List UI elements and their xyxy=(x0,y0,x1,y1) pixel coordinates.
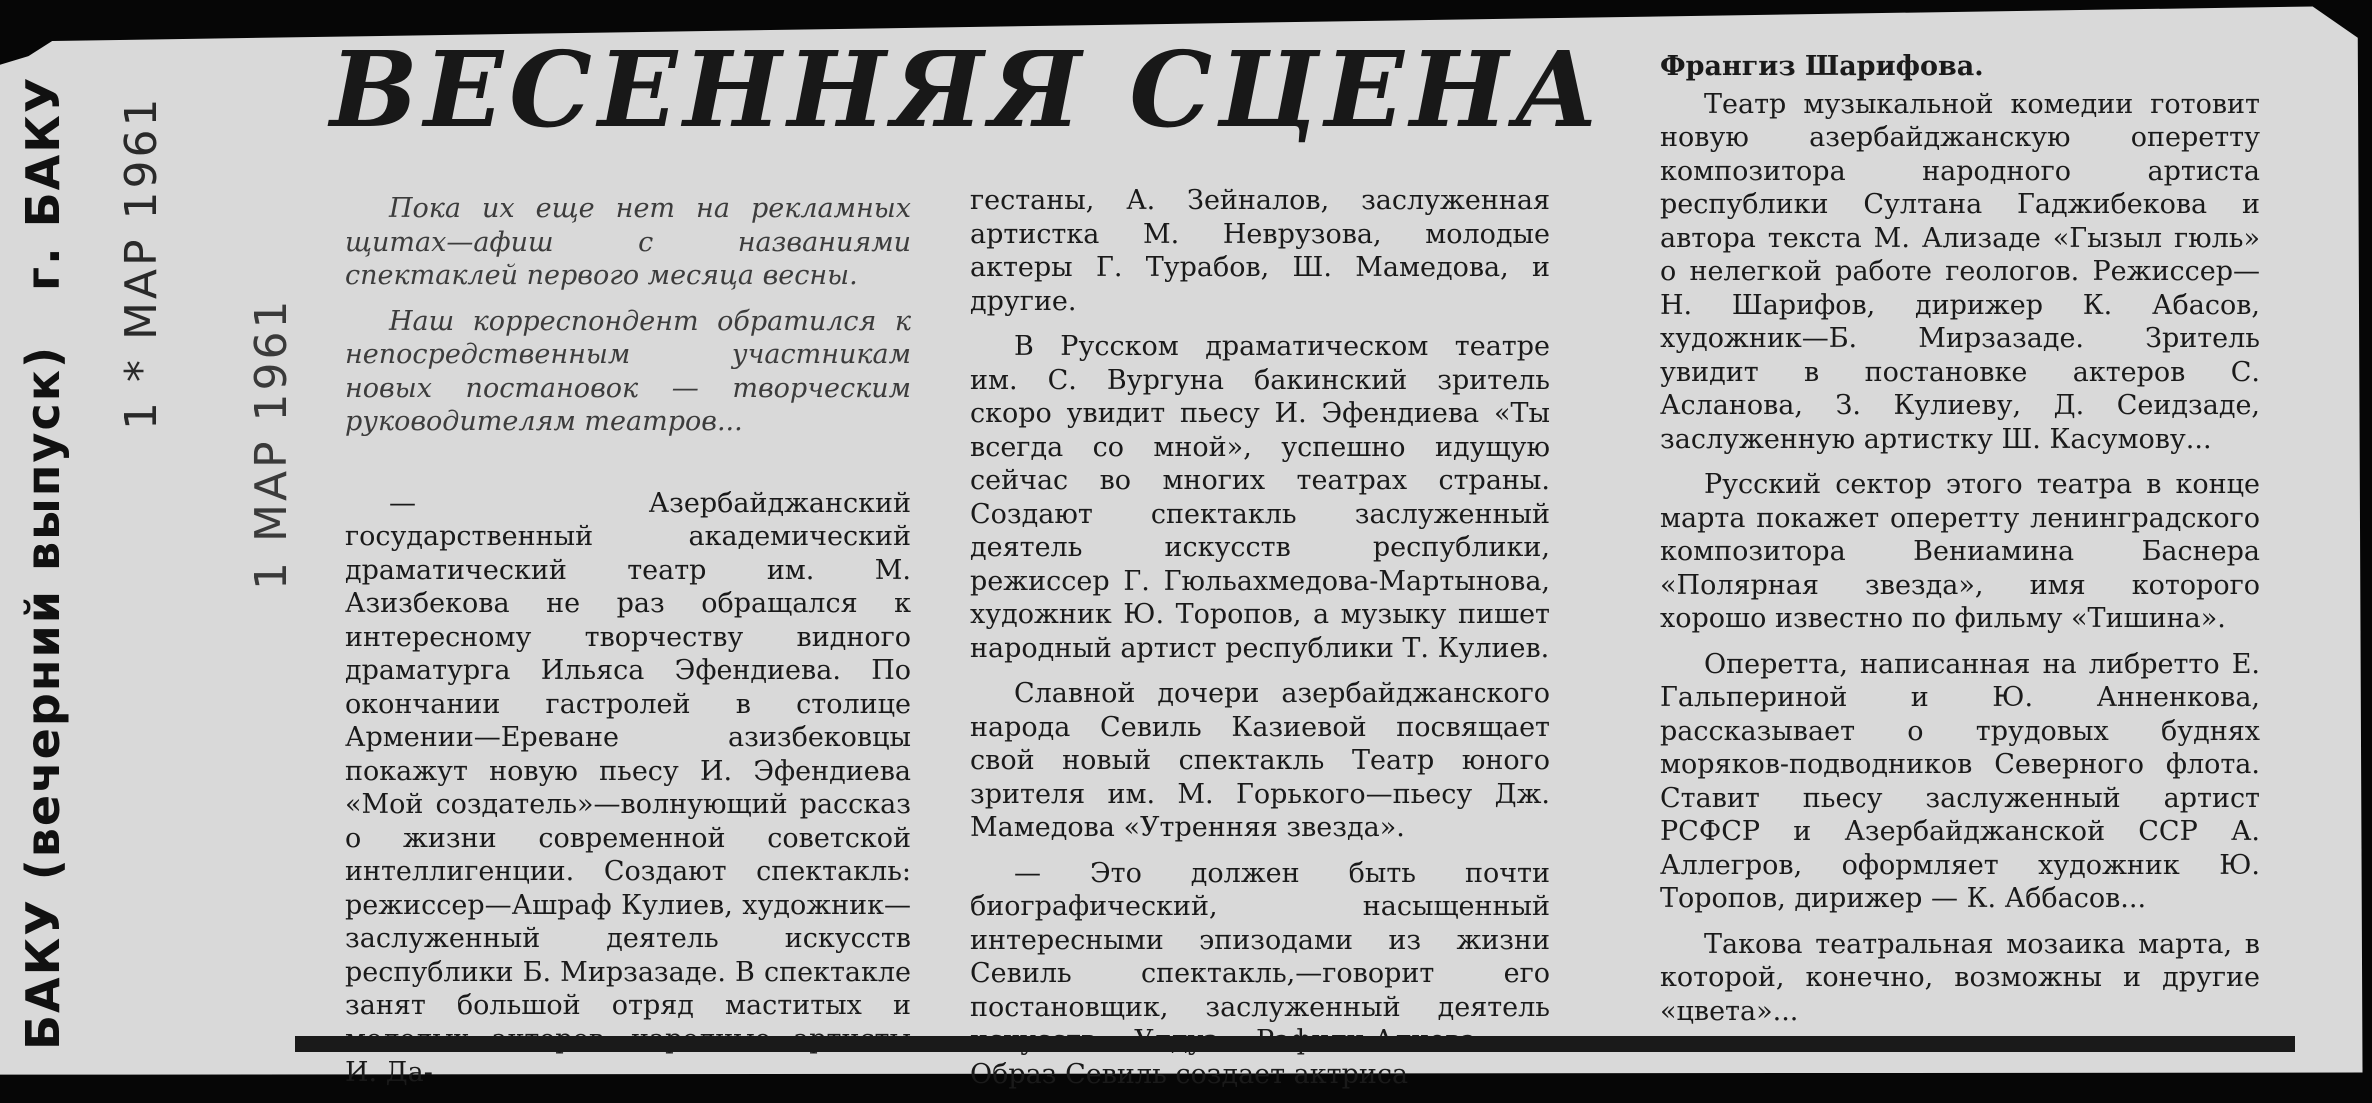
date-stamp-secondary: 1 МАР 1961 xyxy=(246,297,297,590)
body-paragraph: Театр музыкальной комедии готовит новую азербайджанскую оперетту композитора народного артиста республики Султана Гаджибекова и автора текста М. Ализаде «Гызыл гюль» о нелегкой работе геологов. Режиссер—Н. Шарифов, дирижер К. Абасов, художник—Б. Мирзазаде. Зритель увидит в постановке актеров С. Асланова, З. Кулиеву, Д. Сеидзаде, заслуженную артистку Ш. Касумову... xyxy=(1660,88,2260,455)
body-paragraph: гестаны, А. Зейналов, заслуженная артистка М. Неврузова, молодые актеры Г. Турабов, Ш. Мамедова, и другие. xyxy=(970,185,1550,317)
article-column-3 xyxy=(1660,50,2260,1040)
date-stamp xyxy=(16,75,70,1050)
article-lead xyxy=(345,192,911,439)
body-paragraph: Славной дочери азербайджанского народа Севиль Казиевой посвящает свой новый спектакль Театр юного зрителя им. М. Горького—пьесу Дж. Мамедова «Утренняя звезда». xyxy=(970,678,1550,843)
body-paragraph: В Русском драматическом театре им. С. Вургуна бакинский зритель скоро увидит пьесу И. Эфендиева «Ты всегда со мной», успешно идущую сейчас во многих театрах страны. Создают спектакль заслуженный деятель искусств республики, режиссер Г. Гюльахмедова-Мартынова, художник Ю. Торопов, а музыку пишет народный артист республики Т. Кулиев. xyxy=(970,331,1550,664)
body-paragraph: Русский сектор этого театра в конце марта покажет оперетту ленинградского композитора Вениамина Баснера «Полярная звезда», имя которого хорошо известно по фильму «Тишина». xyxy=(1660,469,2260,634)
bottom-rule xyxy=(295,1036,2295,1052)
article-column-1 xyxy=(345,192,911,1102)
article-column-2 xyxy=(970,184,1550,1103)
lead-paragraph: Пока их еще нет на рекламных щитах—афиш с названиями спектаклей первого месяца весны. xyxy=(345,193,911,291)
author-byline: Франгиз Шарифова. xyxy=(1660,51,1984,82)
stamp-publication: БАКУ (вечерний выпуск) xyxy=(16,344,70,1050)
body-paragraph: Такова театральная мозаика марта, в которой, конечно, возможны и другие «цвета»... xyxy=(1660,928,2260,1027)
body-paragraph: Оперетта, написанная на либретто Е. Гальпериной и Ю. Анненкова, рассказывает о трудовых буднях моряков-подводников Северного флота. Ставит пьесу заслуженный артист РСФСР и Азербайджанской ССР А. Аллегров, оформляет художник Ю. Торопов, дирижер — К. Аббасов... xyxy=(1660,648,2260,914)
body-paragraph: — Азербайджанский государственный академический драматический театр им. М. Азизбекова не раз обращался к интересному творчеству видного драматурга Ильяса Эфендиева. По окончании гастролей в столице Армении—Ереване азизбековцы покажут новую пьесу И. Эфендиева «Мой создатель»—волнующий рассказ о жизни современной советской интеллигенции. Создают спектакль: режиссер—Ашраф Кулиев, художник—заслуженный деятель искусств республики Б. Мирзазаде. В спектакле занят большой отряд маститых и И. Да- xyxy=(345,487,911,1088)
date-stamp-primary: 1 * МАР 1961 xyxy=(116,95,167,430)
body-paragraph: — Это должен быть почти биографический, насыщенный интересными эпизодами из жизни Севиль спектакль,—говорит его постановщик, заслуженный деятель Образ Севиль создает актриса xyxy=(970,857,1550,1090)
article-title: ВЕСЕННЯЯ СЦЕНА xyxy=(330,28,1605,151)
lead-paragraph: Наш корреспондент обратился к непосредственным участникам новых постановок — творческим руководителям театров... xyxy=(345,305,911,437)
stamp-city: г. БАКУ xyxy=(16,75,70,291)
